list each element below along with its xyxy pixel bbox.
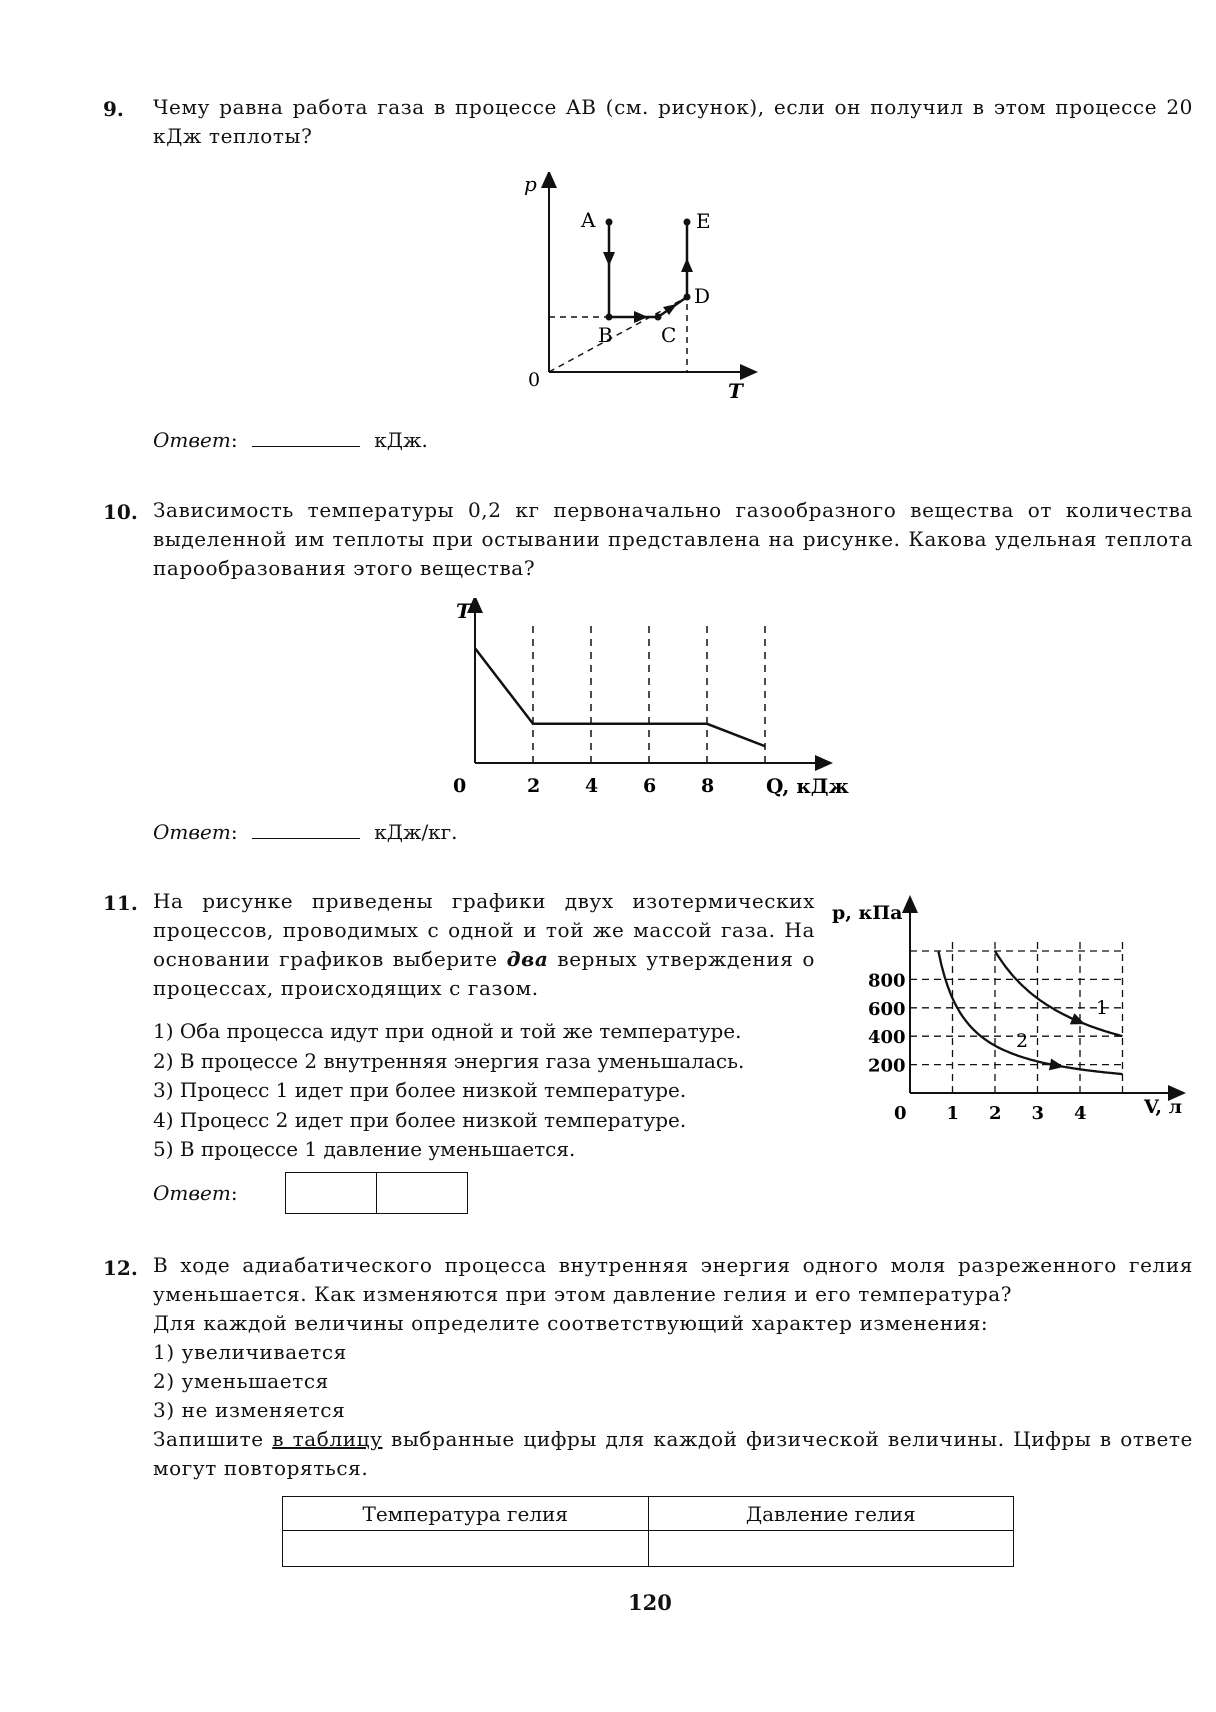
q10-answer-unit: кДж/кг.: [374, 820, 458, 844]
q12-answer-cell-temperature[interactable]: [283, 1531, 649, 1567]
q10-series-line: [475, 648, 765, 746]
q11-y-tick: 800: [868, 970, 906, 992]
q11-option: 2) В процессе 2 внутренняя энергия газа уменьшалась.: [153, 1048, 745, 1073]
q11-options: [153, 1017, 744, 1165]
q11-y-tick: 400: [868, 1027, 906, 1049]
q11-arrow-2: [1049, 1059, 1064, 1071]
q10-answer-label: Ответ: [153, 820, 231, 844]
q11-curve-label-1: 1: [1096, 997, 1109, 1019]
q11-x-tick: 3: [1031, 1103, 1045, 1124]
q11-text: На рисунке приведены графики двух изотермических процессов, проводимых с одной и той же массой газа. На основании графиков выберите два верных утверждения о процессах, происходящих с газом.: [153, 889, 815, 1000]
q12-answer-cell-pressure[interactable]: [648, 1531, 1014, 1567]
q9-answer: Ответ: кДж.: [153, 428, 428, 452]
q11-option: 4) Процесс 2 идет при более низкой температуре.: [153, 1107, 687, 1132]
q11-answer-cell[interactable]: [286, 1173, 377, 1213]
q11-x-tick: 0: [894, 1103, 907, 1124]
q10-number: 10.: [103, 500, 138, 524]
q11-series-2: [939, 952, 1123, 1075]
q9-label-p: p: [524, 172, 537, 196]
q12-answer-table: [282, 1496, 1014, 1567]
q10-x-tick: 0: [453, 775, 467, 797]
q9-label-A: A: [581, 208, 596, 232]
q11-option: 5) В процессе 1 давление уменьшается.: [153, 1137, 576, 1161]
q12-write-instruction: Запишите в таблицу выбранные цифры для каждой физической величины. Цифры в ответе могут повторяться.: [153, 1427, 1193, 1480]
q10-xlabel: Q, кДж: [766, 774, 849, 798]
q12-header-temperature: Температура гелия: [283, 1497, 649, 1531]
q9-figure: [510, 172, 770, 412]
q9-label-D: D: [694, 284, 711, 308]
q12-header-pressure: Давление гелия: [648, 1497, 1014, 1531]
q11-y-tick: 200: [868, 1055, 906, 1077]
q11-xlabel: V, л: [1144, 1096, 1183, 1118]
q10-ylabel: T: [456, 599, 471, 623]
q9-label-C: C: [661, 323, 677, 347]
q11-y-tick: 600: [868, 998, 906, 1020]
q12-instruction: Для каждой величины определите соответствующий характер изменения:: [153, 1311, 989, 1335]
q11-answer: Ответ:: [153, 1181, 238, 1205]
q11-curve-label-2: 2: [1016, 1030, 1029, 1052]
q12-option: 1) увеличивается: [153, 1340, 347, 1364]
q11-x-tick: 2: [989, 1103, 1002, 1124]
q10-answer-field[interactable]: [252, 820, 360, 839]
q9-number: 9.: [103, 97, 124, 121]
q11-ylabel: p, кПа: [832, 902, 903, 924]
q11-number: 11.: [103, 891, 138, 915]
q9-answer-field[interactable]: [252, 428, 360, 447]
q11-answer-box: [285, 1172, 468, 1214]
q11-x-tick: 4: [1074, 1103, 1087, 1124]
q11-emph: два: [506, 947, 549, 971]
page-number: 120: [628, 1590, 672, 1615]
q12-number: 12.: [103, 1256, 138, 1280]
q11-answer-cell[interactable]: [377, 1173, 467, 1213]
q9-text: Чему равна работа газа в процессе AB (см. рисунок), если он получил в этом процессе 20 кДж теплоты?: [153, 95, 1193, 148]
q9-answer-unit: кДж.: [374, 428, 428, 452]
q9-label-B: B: [598, 323, 613, 347]
q10-chart: [440, 598, 860, 798]
q11-option: 1) Оба процесса идут при одной и той же температуре.: [153, 1019, 742, 1043]
q11-arrow-1: [1070, 1013, 1085, 1024]
q9-label-origin: 0: [528, 369, 541, 391]
q10-x-tick: 8: [701, 775, 715, 797]
q12-text: В ходе адиабатического процесса внутренняя энергия одного моля разреженного гелия уменьшается. Как изменяются при этом давление гелия и его температура?: [153, 1253, 1193, 1306]
q10-answer: Ответ: кДж/кг.: [153, 820, 458, 844]
q10-text: Зависимость температуры 0,2 кг первоначально газообразного вещества от количества выделенной им теплоты при остывании представлена на рисунке. Какова удельная теплота парообразования этого вещества?: [153, 498, 1193, 580]
q10-x-tick: 2: [527, 775, 541, 797]
q11-x-tick: 1: [946, 1103, 960, 1124]
q9-answer-label: Ответ: [153, 428, 231, 452]
q12-body: [153, 1251, 1193, 1483]
q10-x-tick: 6: [643, 775, 657, 797]
q10-x-tick: 4: [585, 775, 599, 797]
q12-option: 2) уменьшается: [153, 1369, 329, 1393]
q12-table-link: в таблицу: [272, 1427, 383, 1451]
q11-chart: [830, 895, 1200, 1125]
q12-option: 3) не изменяется: [153, 1398, 346, 1422]
q11-option: 3) Процесс 1 идет при более низкой температуре.: [153, 1078, 687, 1102]
q9-label-E: E: [696, 209, 711, 233]
q11-series-1: [995, 951, 1123, 1036]
q9-label-T: T: [728, 379, 743, 403]
q11-answer-label: Ответ: [153, 1181, 231, 1205]
